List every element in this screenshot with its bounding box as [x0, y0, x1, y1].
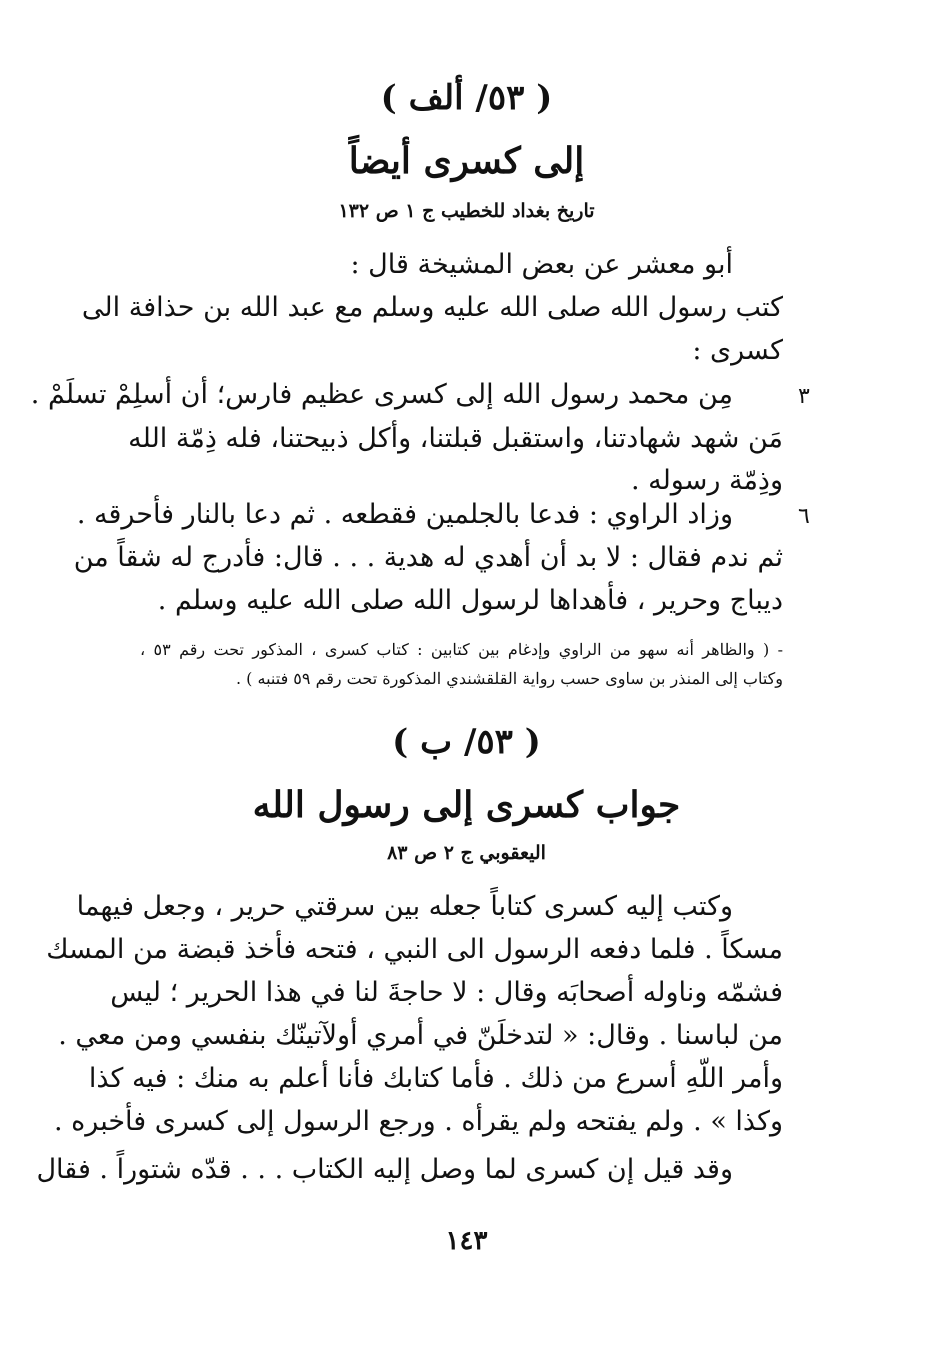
- paragraph-line: مسكاً . فلما دفعه الرسول الى النبي ، فتحه فأخذ قبضة من المسك: [46, 934, 783, 965]
- footnote-line: وكتاب إلى المنذر بن ساوى حسب رواية القلقشندي المذكورة تحت رقم ٥٩ فتنبه ) .: [236, 669, 783, 688]
- section-title: إلى كسرى أيضاً: [348, 140, 585, 182]
- paragraph-line: وكذا » . ولم يفتحه ولم يقرأه . ورجع الرسول إلى كسرى فأخبره .: [54, 1106, 783, 1137]
- paragraph-line: وكتب إليه كسرى كتاباً جعله بين سرقتي حرير ، وجعل فيهما: [76, 891, 733, 922]
- line-number: ٣: [798, 384, 810, 409]
- intro-line: كتب رسول الله صلى الله عليه وسلم مع عبد الله بن حذافة الى: [81, 292, 783, 323]
- paragraph-last-line: وقد قيل إن كسرى لما وصل إليه الكتاب . . . قدّه شتوراً . فقال: [36, 1154, 733, 1185]
- letter-line: مَن شهد شهادتنا، واستقبل قبلتنا، وأكل ذبيحتنا، فله ذِمّة الله: [128, 423, 783, 454]
- intro-line: كسرى :: [692, 335, 783, 366]
- source-citation: تاريخ بغداد للخطيب ج ١ ص ١٣٢: [338, 200, 595, 222]
- section-number-heading: ( ٥٣/ ألف ): [380, 78, 553, 118]
- narration-line: ديباج وحرير ، فأهداها لرسول الله صلى الله عليه وسلم .: [157, 585, 783, 616]
- paragraph-line: من لباسنا . وقال: « لتدخلَنّ في أمري أولآتينّك بنفسي ومن معي .: [58, 1020, 783, 1051]
- page-number: ١٤٣: [445, 1226, 488, 1256]
- paragraph-line: وأمر اللّهِ أسرع من ذلك . فأما كتابك فأنا أعلم به منك : فيه كذا: [88, 1063, 783, 1094]
- section-title: جواب كسرى إلى رسول الله: [252, 784, 681, 826]
- source-citation: اليعقوبي ج ٢ ص ٨٣: [387, 842, 546, 864]
- narration-line: وزاد الراوي : فدعا بالجلمين فقطعه . ثم دعا بالنار فأحرقه .: [76, 499, 733, 530]
- letter-line: وذِمّة رسوله .: [630, 465, 783, 496]
- intro-line: أبو معشر عن بعض المشيخة قال :: [350, 249, 733, 280]
- letter-line: مِن محمد رسول الله إلى كسرى عظيم فارس؛ أن أسلِمْ تسلَمْ .: [30, 379, 733, 410]
- paragraph-line: فشمّه وناوله أصحابَه وقال : لا حاجةَ لنا في هذا الحرير ؛ ليس: [110, 977, 783, 1008]
- section-number-heading: ( ٥٣/ ب ): [392, 722, 541, 762]
- footnote-line: - ( والظاهر أنه سهو من الراوي وإدغام بين كتابين : كتاب كسرى ، المذكور تحت رقم ٥٣ ،: [140, 640, 783, 659]
- narration-line: ثم ندم فقال : لا بد أن أهدي له هدية . . . قال: فأدرج له شقاً من: [73, 542, 783, 573]
- line-number: ٦: [798, 504, 810, 529]
